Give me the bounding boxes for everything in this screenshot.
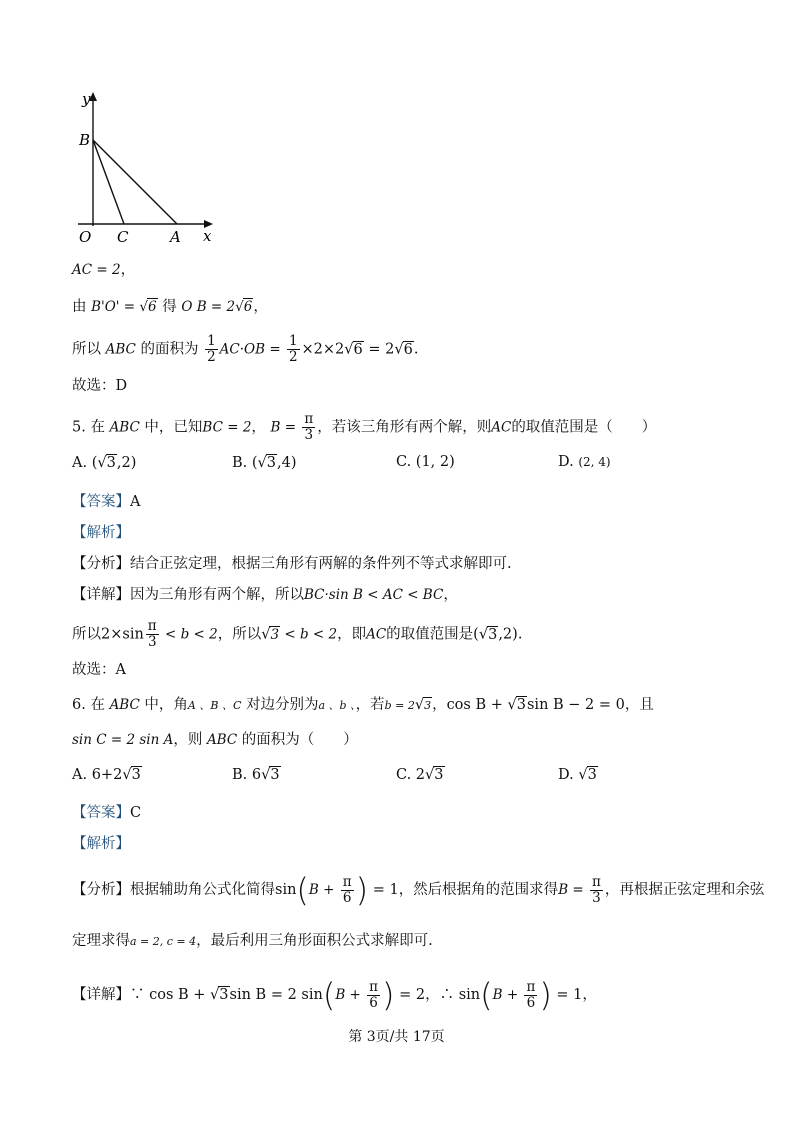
q5-text4: 的取值范围是（ ）	[511, 419, 657, 436]
q5-pi-over-3: $\frac{\pi}{3}$	[304, 411, 314, 443]
x-label: x	[203, 227, 212, 245]
q5-stem	[72, 412, 656, 443]
answer-value: A	[130, 494, 141, 510]
bo-sqrt: 6	[148, 299, 157, 315]
line-bo: 由 B'O' = √6 得 O B = 2√6，	[72, 299, 268, 315]
q6-xiangjie: 【详解】∵ cos B + √3sin B = 2 sin(B + $\frac{\pi}{6}$ ) = 2，∴ sin(B + $\frac{\pi}{6}$ ) = 1，	[72, 976, 597, 1014]
q6-option-a[interactable]: A. 6+2√3	[72, 767, 141, 783]
line-ac	[72, 260, 135, 280]
ob-sqrt: 6	[243, 299, 253, 315]
segment-ba	[93, 140, 177, 224]
q5-triangle: ABC	[109, 419, 140, 436]
q5-number: 5. 在	[72, 419, 105, 436]
area-end: .	[413, 341, 419, 358]
q6-fenxi-line1: 【分析】根据辅助角公式化简得sin(B + $\frac{\pi}{6}$ ) = 1，然后根据角的范围求得B = $\frac{\pi}{3}$ ，再根据正弦定理和余弦	[72, 871, 765, 909]
area-expr2: ×2×2	[301, 341, 345, 358]
area-sqrt2: 6	[403, 341, 413, 358]
q5-bc: BC = 2	[202, 419, 252, 436]
area-expr1: AC·OB =	[219, 341, 285, 358]
q5-choose: 故选：A	[72, 662, 126, 678]
area-sqrt1: 6	[353, 341, 363, 358]
coordinate-figure	[70, 88, 230, 248]
q5-b-eq: B =	[270, 419, 301, 436]
q5-xiangjie: 【详解】因为三角形有两个解，所以BC·sin B < AC < BC，	[72, 587, 458, 603]
page-footer: 第 3页/共 17页	[348, 1029, 445, 1045]
segment-bc	[93, 140, 124, 224]
q6-analysis-tag: 【解析】	[72, 836, 130, 852]
half-fraction-2: $\frac{1}{2}$	[288, 333, 298, 365]
area-mid: 的面积为	[135, 341, 199, 358]
q5-text1: 中，已知	[139, 419, 203, 436]
q5-text3: ，若该三角形有两个解，则	[317, 419, 492, 436]
point-a-label: A	[170, 228, 181, 246]
choose-d: 故选：D	[72, 378, 128, 394]
area-eq: = 2	[363, 341, 395, 358]
area-prefix: 所以	[72, 341, 101, 358]
q5-answer	[72, 492, 140, 512]
q6-fenxi-line2: 定理求得a = 2, c = 4，最后利用三角形面积公式求解即可.	[72, 933, 433, 949]
point-b-label: B	[79, 131, 91, 149]
q6-stem-line1: 6. 在 ABC 中，角A 、B 、C 对边分别为a 、b 、，若b = 2√3，cos B + √3sin B − 2 = 0，且	[72, 697, 654, 713]
bo-end: ，	[253, 299, 268, 315]
line-area: 所以 ABC 的面积为 $\frac{1}{2}$ AC·OB = $\frac{1}{2}$ ×2×2√6 = 2√6.	[72, 333, 419, 365]
from-prefix: 由	[72, 299, 87, 315]
q6-option-d[interactable]: D. √3	[558, 767, 597, 783]
half-fraction: $\frac{1}{2}$	[207, 333, 216, 365]
ac-end: ，	[120, 262, 136, 278]
q6-stem-line2: sin C = 2 sin A，则 ABC 的面积为（ ）	[72, 732, 358, 748]
q5-option-d[interactable]: D. (2, 4)	[558, 454, 611, 470]
q5-option-c[interactable]: C. (1, 2)	[396, 454, 455, 470]
bo-mid: 得	[157, 299, 177, 315]
q5-xiangjie2: 所以2×sin $\frac{\pi}{3}$ < b < 2，所以√3 < b < 2，即AC的取值范围是(√3,2).	[72, 618, 523, 650]
area-triangle: ABC	[105, 341, 136, 358]
q6-option-c[interactable]: C. 2√3	[396, 767, 444, 783]
ob-lhs: O B = 2	[181, 299, 236, 315]
answer-tag: 【答案】	[72, 494, 130, 510]
q6-answer: 【答案】C	[72, 805, 142, 821]
q6-option-b[interactable]: B. 6√3	[232, 767, 280, 783]
q5-option-b[interactable]: B. (√3,4)	[232, 455, 297, 471]
point-o-label: O	[79, 228, 92, 246]
y-label: y	[82, 90, 91, 108]
q5-analysis-tag: 【解析】	[72, 525, 130, 541]
bo-lhs: B'O' =	[91, 299, 140, 315]
point-c-label: C	[117, 228, 129, 246]
q5-option-a[interactable]: A. (√3,2)	[72, 455, 137, 471]
q5-ac: AC	[491, 419, 512, 436]
ac-equation: AC = 2	[72, 262, 121, 278]
q5-text2: ，	[251, 419, 266, 436]
q5-fenxi: 【分析】结合正弦定理，根据三角形有两解的条件列不等式求解即可.	[72, 556, 512, 572]
